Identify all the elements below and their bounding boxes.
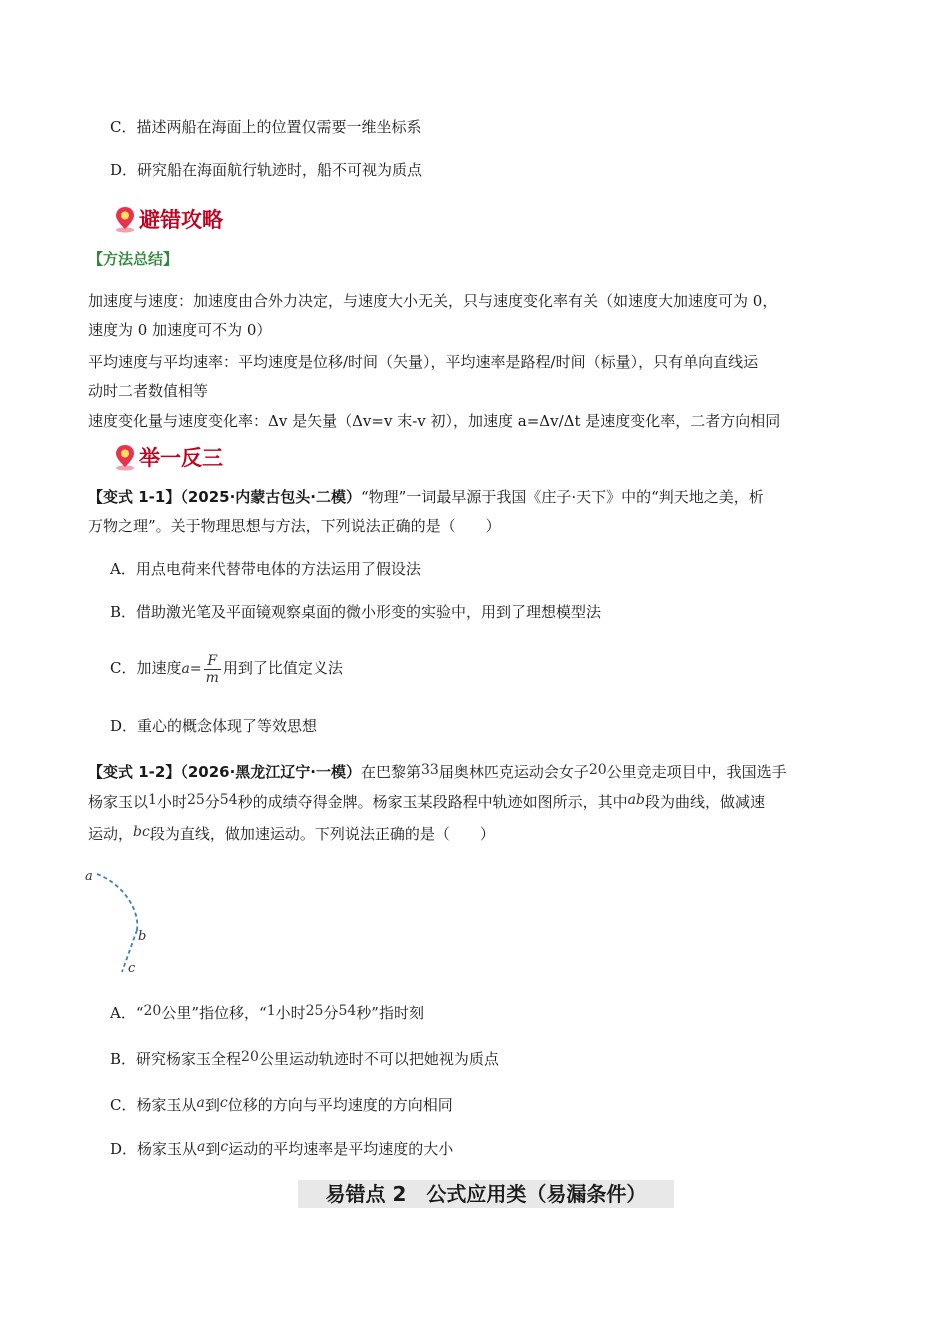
question-text: 届奥林匹克运动会女子: [438, 763, 589, 781]
question-2-stem-line2: [88, 791, 765, 814]
method-line: 加速度与速度：加速度由合外力决定，与速度大小无关，只与速度变化率有关（如速度大加速度可为 0，: [88, 292, 778, 310]
option-text: 用到了比值定义法: [222, 659, 343, 677]
option-text: 运动的平均速率是平均速度的大小: [228, 1140, 454, 1158]
math-var: c: [219, 1095, 228, 1111]
question-1-option-d: D．重心的概念体现了等效思想: [110, 717, 318, 735]
question-source: （2025·内蒙古包头·二模）: [180, 488, 361, 506]
question-text: 公里竞走项目中，我国选手: [606, 763, 787, 781]
option-text: 公里”指位移，“: [161, 1004, 267, 1022]
question-text: 分: [204, 793, 220, 811]
denominator: m: [205, 669, 219, 686]
fraction: [204, 653, 221, 686]
option-text: 小时: [275, 1004, 306, 1022]
number: 33: [421, 762, 439, 778]
section-avoid-errors: [113, 204, 223, 234]
option-text: C．杨家玉从: [110, 1096, 197, 1114]
question-2-option-d: [110, 1138, 453, 1161]
question-text: 运动，: [88, 825, 134, 843]
numerator: F: [204, 653, 221, 670]
option-text: 分: [323, 1004, 339, 1022]
option-text: 公里运动轨迹时不可以把她视为质点: [258, 1050, 499, 1068]
math-var: bc: [133, 824, 150, 840]
question-text: 杨家玉以: [88, 793, 149, 811]
math-var: a: [181, 661, 190, 677]
question-tag: 【变式 1-2】: [88, 763, 181, 781]
question-tag: 【变式 1-1】: [88, 488, 181, 506]
question-2-option-a: [110, 1002, 424, 1025]
math-var: a: [197, 1139, 206, 1155]
math-var: a: [196, 1095, 205, 1111]
question-text: 小时: [156, 793, 187, 811]
prev-option-c: C．描述两船在海面上的位置仅需要一维坐标系: [110, 118, 422, 136]
number: 54: [338, 1003, 357, 1019]
method-line: 动时二者数值相等: [88, 382, 209, 400]
question-text: 秒的成绩夺得金牌。杨家玉某段路程中轨迹如图所示，其中: [237, 793, 628, 811]
number: 25: [305, 1003, 324, 1019]
number: 20: [588, 762, 607, 778]
option-text: 到: [204, 1096, 220, 1114]
question-1-stem-cont: 万物之理”。关于物理思想与方法，下列说法正确的是（ ）: [88, 517, 501, 535]
math-eq: =: [189, 661, 202, 677]
option-text: A．“: [110, 1004, 144, 1022]
section-title: 避错攻略: [139, 208, 223, 232]
point-c-label: c: [128, 961, 136, 976]
question-2-stem-line3: [88, 823, 495, 846]
method-summary-label: 【方法总结】: [88, 250, 179, 268]
number: 20: [143, 1003, 162, 1019]
trajectory-diagram: [78, 862, 158, 982]
question-2-stem: [88, 761, 787, 784]
question-text: 段为曲线，做减速: [644, 793, 765, 811]
question-1-option-c: [110, 646, 343, 691]
number: 54: [219, 792, 238, 808]
section-practice: [113, 442, 223, 472]
question-2-option-c: [110, 1094, 453, 1117]
question-text: “物理”一词最早源于我国《庄子·天下》中的“判天地之美，析: [360, 488, 764, 506]
option-text: 到: [205, 1140, 221, 1158]
question-1-option-b: B．借助激光笔及平面镜观察桌面的微小形变的实验中，用到了理想模型法: [110, 603, 602, 621]
option-text: 秒”指时刻: [356, 1004, 424, 1022]
point-b-label: b: [138, 929, 147, 944]
trajectory-curve-ab: [97, 874, 137, 930]
math-var: c: [220, 1139, 229, 1155]
question-text: 在巴黎第: [360, 763, 421, 781]
number: 25: [186, 792, 205, 808]
location-pin-icon: [113, 443, 137, 471]
next-section-title: 易错点 2 公式应用类（易漏条件）: [298, 1180, 674, 1208]
question-source: （2026·黑龙江辽宁·一模）: [180, 763, 361, 781]
method-line: 平均速度与平均速率：平均速度是位移/时间（矢量），平均速率是路程/时间（标量），只有单向直线运: [88, 353, 759, 371]
math-var: ab: [627, 792, 645, 808]
question-1-stem: [88, 486, 764, 508]
option-text: C．加速度: [110, 659, 182, 677]
option-text: 位移的方向与平均速度的方向相同: [227, 1096, 453, 1114]
question-text: 段为直线，做加速运动。下列说法正确的是（ ）: [149, 825, 495, 843]
section-title: 举一反三: [139, 446, 223, 470]
method-line: 速度为 0 加速度可不为 0）: [88, 321, 272, 339]
location-pin-icon: [113, 205, 137, 233]
number: 1: [266, 1003, 276, 1019]
option-text: B．研究杨家玉全程: [110, 1050, 242, 1068]
number: 20: [241, 1049, 259, 1065]
prev-option-d: D．研究船在海面航行轨迹时，船不可视为质点: [110, 161, 423, 179]
point-a-label: a: [85, 869, 93, 884]
question-1-option-a: A．用点电荷来代替带电体的方法运用了假设法: [110, 560, 421, 578]
method-line: 速度变化量与速度变化率：Δv 是矢量（Δv=v 末-v 初），加速度 a=Δv/Δt 是速度变化率，二者方向相同: [88, 412, 781, 430]
number: 1: [148, 792, 157, 808]
question-2-option-b: [110, 1048, 499, 1071]
option-text: D．杨家玉从: [110, 1140, 198, 1158]
